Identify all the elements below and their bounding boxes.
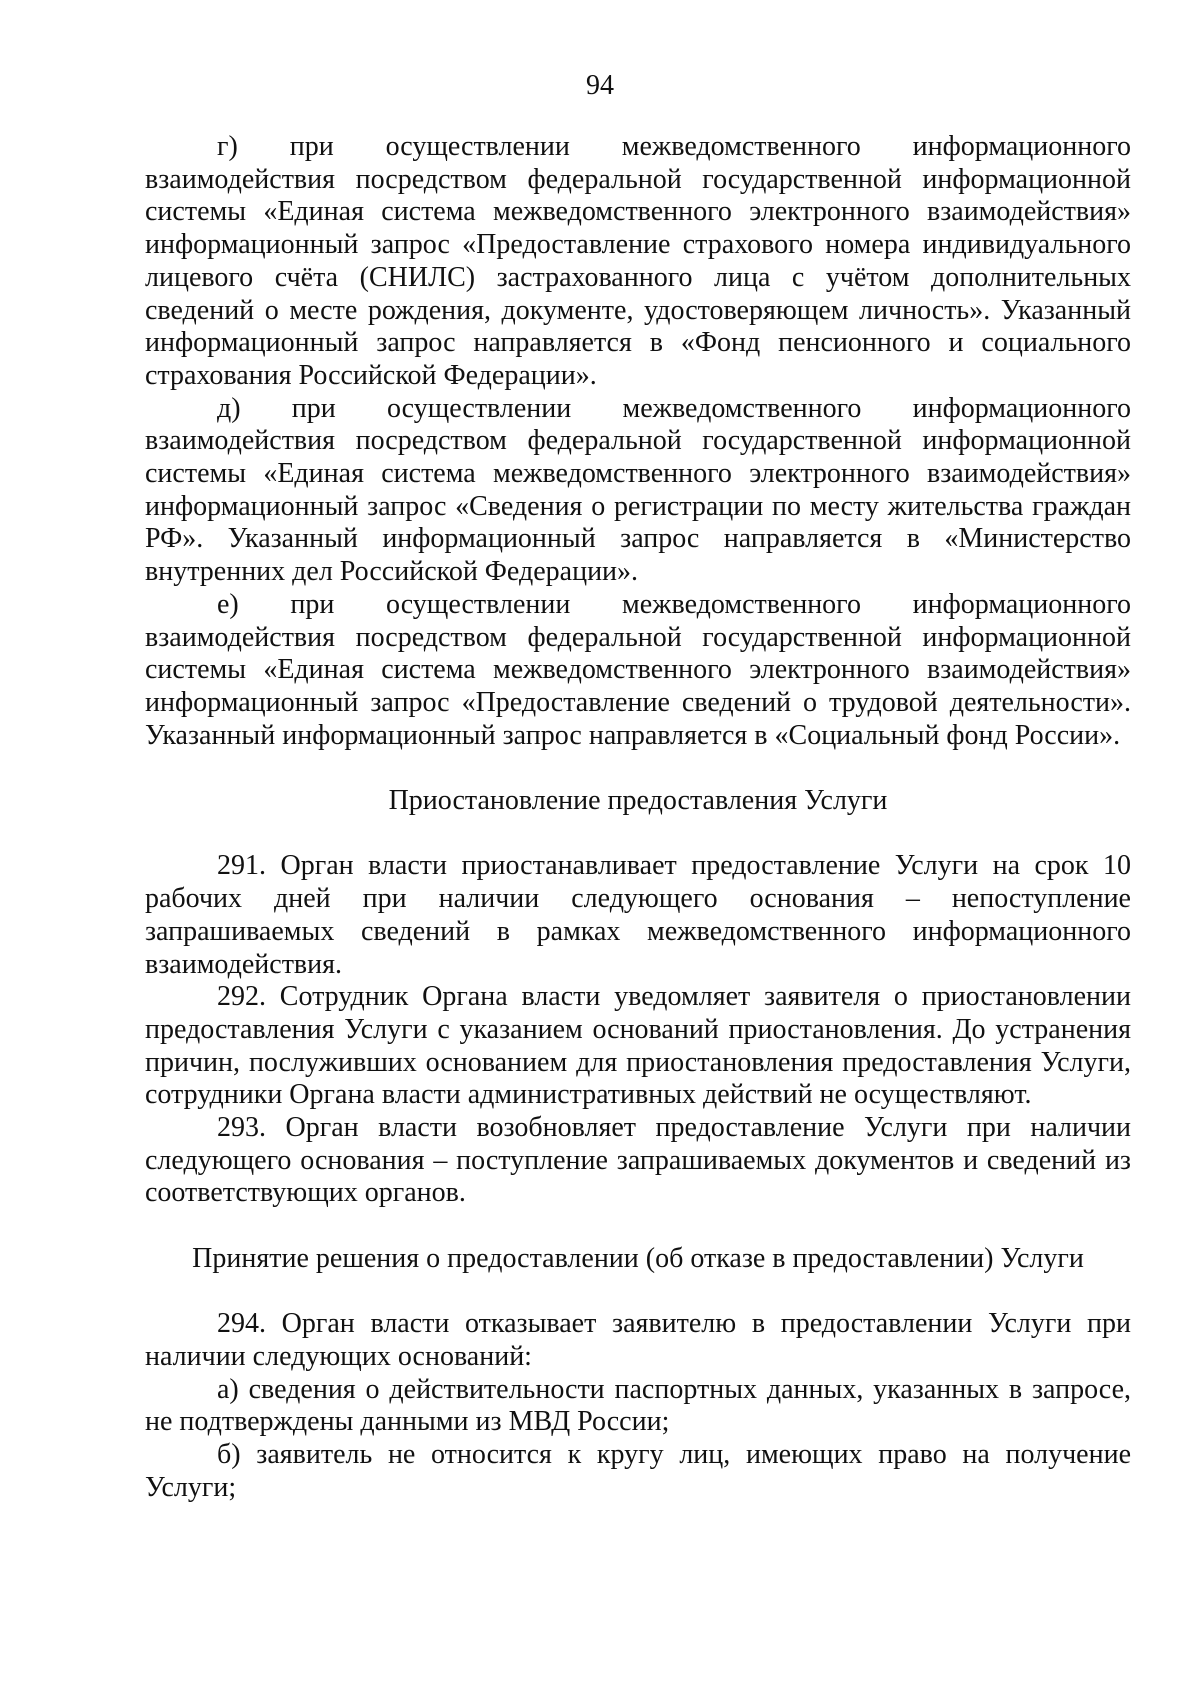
section-heading-suspension: Приостановление предоставления Услуги — [388, 785, 888, 817]
section-spacer — [145, 752, 1131, 785]
paragraph-293: 293. Орган власти возобновляет предоставление Услуги при наличии следующего основания – поступление запрашиваемых документов и сведений из соответствующих органов. — [145, 1112, 1131, 1209]
paragraph-item-e: е) при осуществлении межведомственного информационного взаимодействия посредством федеральной государственной информационной системы «Единая система межведомственного электронного взаимодействия» информационный запрос «Предоставление сведений о трудовой деятельности». Указанный информационный запрос направляется в «Социальный фонд России». — [145, 588, 1131, 751]
section-spacer — [145, 818, 1131, 851]
section-heading-decision: Принятие решения о предоставлении (об отказе в предоставлении) Услуги — [192, 1242, 1084, 1274]
paragraph-292: 292. Сотрудник Органа власти уведомляет заявителя о приостановлении предоставления Услуги с указанием оснований приостановления. До устранения причин, послуживших основанием для приостановления предоставления Услуги, сотрудники Органа власти административных действий не осуществляют. — [145, 981, 1131, 1111]
section-spacer — [145, 1210, 1131, 1243]
paragraph-item-b: б) заявитель не относится к кругу лиц, имеющих право на получение Услуги; — [145, 1439, 1131, 1503]
paragraph-item-d: д) при осуществлении межведомственного информационного взаимодействия посредством федеральной государственной информационной системы «Единая система межведомственного электронного взаимодействия» информационный запрос «Сведения о регистрации по месту жительства граждан РФ». Указанный информационный запрос направляется в «Министерство внутренних дел Российской Федерации». — [145, 392, 1131, 588]
paragraph-291: 291. Орган власти приостанавливает предоставление Услуги на срок 10 рабочих дней при наличии следующего основания – непоступление запрашиваемых сведений в рамках межведомственного информационного взаимодействия. — [145, 850, 1131, 980]
section-spacer — [145, 1276, 1131, 1309]
paragraph-item-g: г) при осуществлении межведомственного информационного взаимодействия посредством федеральной государственной информационной системы «Единая система межведомственного электронного взаимодействия» информационный запрос «Предоставление страхового номера индивидуального лицевого счёта (СНИЛС) застрахованного лица с учётом дополнительных сведений о месте рождения, документе, удостоверяющем личность». Указанный информационный запрос направляется в «Фонд пенсионного и социального страхования Российской Федерации». — [145, 131, 1131, 391]
paragraph-item-a: а) сведения о действительности паспортных данных, указанных в запросе, не подтверждены данными из МВД России; — [145, 1373, 1131, 1438]
page-number: 94 — [586, 70, 614, 101]
paragraph-294: 294. Орган власти отказывает заявителю в предоставлении Услуги при наличии следующих оснований: — [145, 1308, 1131, 1372]
document-body — [145, 131, 1131, 1504]
